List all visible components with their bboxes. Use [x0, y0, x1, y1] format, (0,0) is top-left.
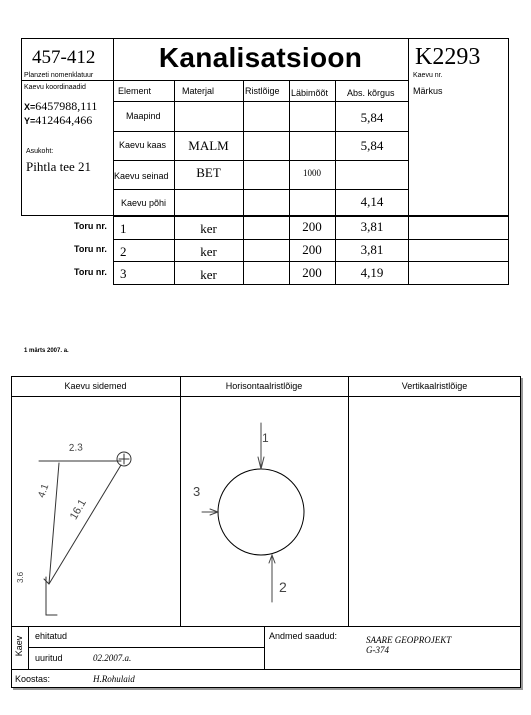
pipe-label: Toru nr.: [74, 267, 107, 277]
col-header-material: Materjal: [182, 86, 215, 96]
location-value: Pihtla tee 21: [26, 159, 91, 174]
pipe-height: 3,81: [360, 219, 384, 234]
pipe-number: 1: [120, 221, 127, 236]
row-element: Kaevu kaas: [119, 140, 167, 150]
section-title-horizontal: Horisontaalristlõige: [225, 381, 303, 391]
company-name: SAARE GEOPROJEKT: [366, 635, 452, 645]
dim-diagonal: 16.1: [67, 497, 89, 522]
x-label: X=: [24, 102, 36, 112]
connection-line-diagonal: [49, 465, 121, 584]
col-header-element: Element: [118, 86, 152, 96]
row-height: 4,14: [360, 194, 384, 209]
location-label: Asukoht:: [26, 148, 54, 155]
dim-side: 3.6: [16, 571, 25, 583]
pipe-label: Toru nr.: [74, 244, 107, 254]
row-element: Kaevu põhi: [121, 198, 167, 208]
date-note: 1 märts 2007. a.: [24, 348, 69, 354]
pipe-diameter: 200: [302, 219, 322, 234]
y-label: Y=: [24, 116, 36, 126]
pipe-number: 3: [120, 266, 127, 281]
well-number-value: K2293: [415, 44, 481, 70]
nomenclature-label: Planzeti nomenklatuur: [24, 72, 94, 79]
col-header-diameter: Läbimõõt: [291, 88, 329, 98]
well-cross-section: [218, 469, 304, 555]
pipe-material: ker: [200, 244, 217, 259]
y-value: 412464,466: [35, 113, 93, 127]
pipe-material: ker: [200, 221, 217, 236]
row-height: 5,84: [360, 110, 384, 125]
connections-sketch: [11, 397, 180, 626]
pipe-number: 2: [120, 244, 127, 259]
x-value: 6457988,111: [35, 99, 98, 113]
pipe-1-label: 1: [262, 431, 269, 445]
company-code: G-374: [366, 645, 389, 655]
col-header-remark: Märkus: [413, 86, 443, 96]
page-title: Kanalisatsioon: [158, 42, 363, 73]
row-element: Kaevu seinad: [114, 171, 169, 181]
pipe-height: 4,19: [360, 265, 384, 280]
col-header-abs-height: Abs. kõrgus: [347, 88, 395, 98]
kaev-label: Kaev: [14, 635, 24, 657]
built-label: ehitatud: [35, 631, 68, 641]
pipe-material: ker: [200, 267, 217, 282]
nomenclature-value: 457-412: [32, 47, 96, 68]
coordinates-label: Kaevu koordinaadid: [24, 84, 86, 91]
pipe-height: 3,81: [360, 242, 384, 257]
horizontal-section-sketch: [180, 397, 348, 626]
author-label: Koostas:: [15, 674, 51, 684]
coordinate-y: [24, 111, 92, 129]
row-element: Maapind: [126, 111, 161, 121]
section-title-connections: Kaevu sidemed: [64, 381, 127, 391]
col-header-cross-section: Ristlõige: [245, 86, 280, 96]
section-title-vertical: Vertikaalristlõige: [401, 381, 468, 391]
pipe-diameter: 200: [302, 242, 322, 257]
author-value: H.Rohulaid: [93, 674, 135, 684]
surveyed-value: 02.2007.a.: [93, 653, 132, 663]
pipe-3-label: 3: [193, 484, 201, 499]
well-number-label: Kaevu nr.: [413, 72, 443, 79]
dim-top: 2.3: [68, 442, 84, 454]
row-height: 5,84: [360, 138, 384, 153]
connection-line-left: [49, 463, 59, 584]
row-material: BET: [196, 165, 221, 180]
pipe-2-label: 2: [279, 579, 287, 595]
dim-left: 4.1: [36, 482, 52, 500]
pipe-diameter: 200: [302, 265, 322, 280]
surveyed-label: uuritud: [35, 653, 63, 663]
data-source-label: Andmed saadud:: [269, 631, 338, 641]
row-material: MALM: [188, 138, 229, 153]
pipe-label: Toru nr.: [74, 221, 107, 231]
row-diameter: 1000: [303, 168, 321, 178]
